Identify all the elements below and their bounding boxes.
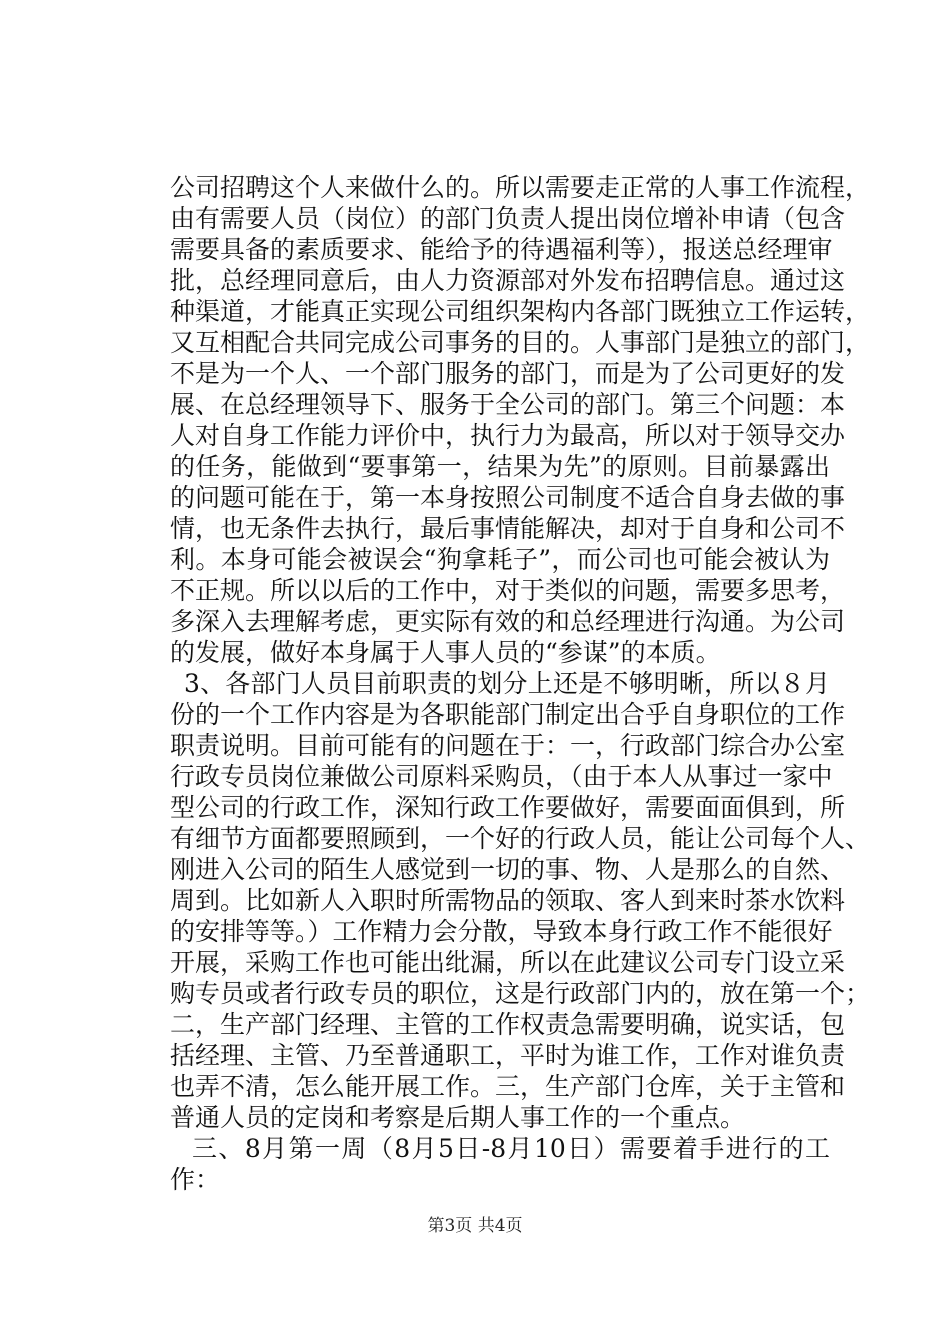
- text-line: 型公司的行政工作，深知行政工作要做好，需要面面俱到，所: [170, 793, 846, 822]
- text-line: 需要具备的素质要求、能给予的待遇福利等），报送总经理审: [170, 235, 833, 264]
- text-line: 三、8月第一周（8月5日-8月10日）需要着手进行的工: [192, 1134, 830, 1163]
- text-line: 的问题可能在于，第一本身按照公司制度不适合自身去做的事: [170, 483, 846, 512]
- text-line: 种渠道，才能真正实现公司组织架构内各部门既独立工作运转，: [170, 297, 871, 326]
- text-line: 周到。比如新人入职时所需物品的领取、客人到来时茶水饮料: [170, 886, 846, 915]
- text-line: 普通人员的定岗和考察是后期人事工作的一个重点。: [170, 1103, 746, 1132]
- text-line: 展、在总经理领导下、服务于全公司的部门。第三个问题：本: [170, 390, 846, 419]
- text-line: 人对自身工作能力评价中，执行力为最高，所以对于领导交办: [170, 421, 846, 450]
- page-number: 第3页 共4页: [427, 1216, 523, 1236]
- paragraph-1: [170, 172, 871, 668]
- text-line: 情，也无条件去执行，最后事情能解决，却对于自身和公司不: [170, 514, 846, 543]
- paragraph-3: [170, 1133, 830, 1195]
- text-line: 刚进入公司的陌生人感觉到一切的事、物、人是那么的自然、: [170, 855, 846, 884]
- text-line: 开展，采购工作也可能出纰漏，所以在此建议公司专门设立采: [170, 948, 846, 977]
- text-line: 有细节方面都要照顾到，一个好的行政人员，能让公司每个人、: [170, 824, 871, 853]
- text-line: 购专员或者行政专员的职位，这是行政部门内的，放在第一个；: [170, 979, 871, 1008]
- text-line: 作：: [170, 1165, 221, 1194]
- page-footer: [0, 1211, 950, 1236]
- text-line: 多深入去理解考虑，更实际有效的和总经理进行沟通。为公司: [170, 607, 846, 636]
- text-line: 份的一个工作内容是为各职能部门制定出合乎自身职位的工作: [170, 700, 846, 729]
- paragraph-2: [170, 668, 871, 1133]
- text-line: 的任务，能做到“要事第一，结果为先”的原则。目前暴露出: [170, 452, 830, 481]
- text-line: 公司招聘这个人来做什么的。所以需要走正常的人事工作流程，: [170, 173, 871, 202]
- text-line: 二，生产部门经理、主管的工作权责急需要明确，说实话，包: [170, 1010, 846, 1039]
- text-line: 批，总经理同意后，由人力资源部对外发布招聘信息。通过这: [170, 266, 846, 295]
- text-line: 的安排等等。）工作精力会分散，导致本身行政工作不能很好: [170, 917, 833, 946]
- text-line: 的发展，做好本身属于人事人员的“参谋”的本质。: [170, 638, 721, 667]
- text-line: 不是为一个人、一个部门服务的部门，而是为了公司更好的发: [170, 359, 846, 388]
- text-line: 由有需要人员（岗位）的部门负责人提出岗位增补申请（包含: [170, 204, 846, 233]
- text-line: 不正规。所以以后的工作中，对于类似的问题，需要多思考，: [170, 576, 846, 605]
- text-line: 也弄不清，怎么能开展工作。三，生产部门仓库，关于主管和: [170, 1072, 846, 1101]
- body-text: [170, 172, 871, 1195]
- text-line: 职责说明。目前可能有的问题在于：一，行政部门综合办公室: [170, 731, 846, 760]
- text-line: 括经理、主管、乃至普通职工，平时为谁工作，工作对谁负责: [170, 1041, 846, 1070]
- text-line: 利。本身可能会被误会“狗拿耗子”，而公司也可能会被认为: [170, 545, 830, 574]
- text-line: 又互相配合共同完成公司事务的目的。人事部门是独立的部门，: [170, 328, 871, 357]
- text-line: 行政专员岗位兼做公司原料采购员，（由于本人从事过一家中: [170, 762, 833, 791]
- text-line: 3、各部门人员目前职责的划分上还是不够明晰，所以８月: [184, 669, 830, 698]
